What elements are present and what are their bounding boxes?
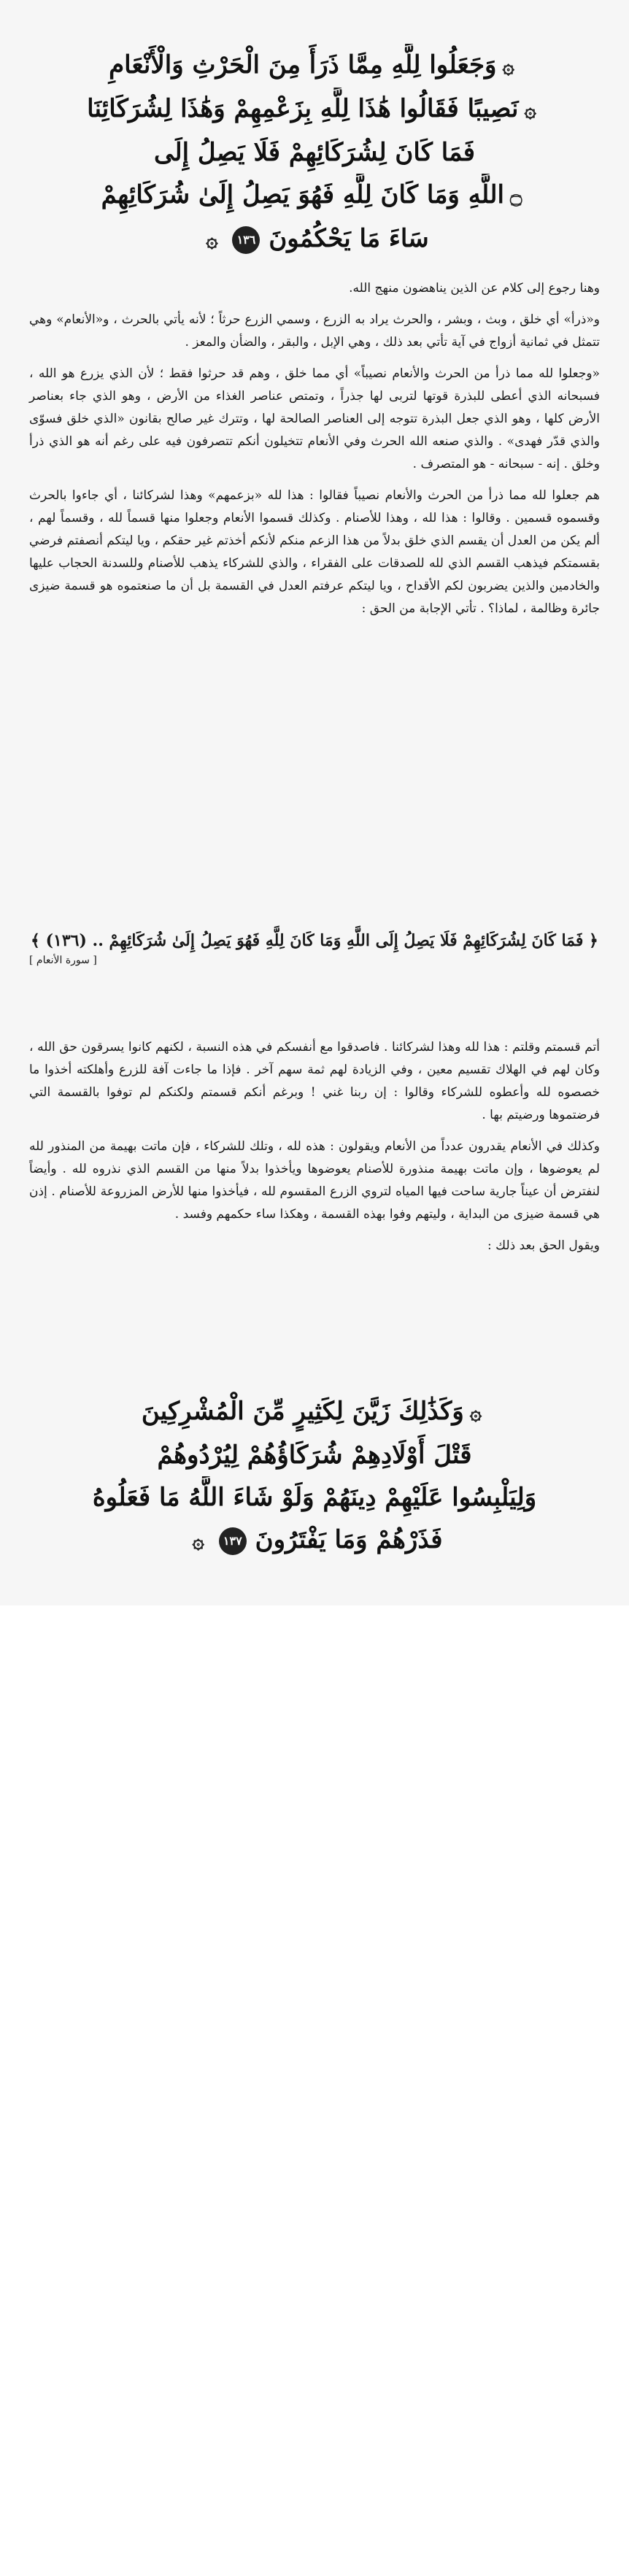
sajda-mark-icon: ۝ [509,184,522,208]
ornament-icon: ۞ [502,54,514,78]
verse-text: وَكَذَٰلِكَ زَيَّنَ لِكَثِيرٍ مِّنَ الْمُشْرِكِينَ [141,1397,464,1426]
verse-text: نَصِيبًا فَقَالُوا هَٰذَا لِلَّهِ بِزَعْمِهِمْ وَهَٰذَا لِشُرَكَائِنَا [87,94,519,123]
inline-verse-text: ﴿ فَمَا كَانَ لِشُرَكَائِهِمْ فَلَا يَصِلُ إِلَى اللَّهِ وَمَا كَانَ لِلَّهِ فَهُوَ يَصِلُ إِلَىٰ شُرَكَائِهِمْ .. (١٣٦) ﴾ [31,931,598,950]
verse-line: فَمَا كَانَ لِشُرَكَائِهِمْ فَلَا يَصِلُ إِلَى [153,138,476,167]
verse-text: وَجَعَلُوا لِلَّهِ مِمَّا ذَرَأَ مِنَ الْحَرْثِ وَالْأَنْعَامِ [109,50,497,80]
blank-area [0,1605,629,2576]
verse-line [29,174,600,217]
surah-reference: [ سورة الأنعام ] [29,955,97,966]
verse-137 [29,1390,600,1562]
verse-line [29,217,600,261]
verse-number-badge: ١٣٦ [232,226,260,254]
verse-text: سَاءَ مَا يَحْكُمُونَ [269,224,429,253]
verse-text: اللَّهِ وَمَا كَانَ لِلَّهِ فَهُوَ يَصِلُ إِلَىٰ شُرَكَائِهِمْ [101,180,504,209]
verse-line [29,44,600,88]
verse-136 [29,44,600,261]
verse-number-badge: ١٣٧ [219,1527,247,1555]
verse-text: فَذَرْهُمْ وَمَا يَفْتَرُونَ [255,1525,443,1554]
commentary-1 [29,277,600,629]
verse-line [29,88,600,131]
ornament-icon: ۞ [192,1529,204,1553]
verse-line: وَلِيَلْبِسُوا عَلَيْهِمْ دِينَهُمْ وَلَوْ شَاءَ اللَّهُ مَا فَعَلُوهُ [92,1483,537,1512]
inline-verse [29,927,600,966]
paragraph: أتم قسمتم وقلتم : هذا لله وهذا لشركائنا . فاصدقوا مع أنفسكم في هذه النسبة ، لكنهم كانوا يسرقون حق الله ، وكان لهم في الهلاك تقسيم معين ، وفي الزيادة لهم ثمة سهم آخر . فإذا ما جاءت آفة للزرع وأهلكته أخذوا ما خصصوه لله وأعطوه للشركاء وقالوا : إن ربنا غني ! وبرغم أنكم قسمتم ولكنكم لم توفوا بالقسمة التي فرضتموها ورضيتم بها . [29,1040,600,1122]
paragraph: «وجعلوا لله مما ذرأ من الحرث والأنعام نصيباً» أي مما خلق ، وهم قد حرثوا فقط ؛ لأن الذي يزرع هو الله ، فسبحانه الذي أعطى للبذرة قوتها لتربى لها جذراً ، وتمتص عناصر الغذاء من الأرض ، وهو الذي جاء بعناصر الأرض كلها ، وهو الذي جعل البذرة تتوجه إلى العناصر الصالحة لها ، وتترك غير صالح بقانون «الذي خلق فسوّى والذي قدّر فهدى» . والذي صنعه الله الحرث وفي الأنعام تتخيلون أنكم تتصرفون فيه على رغم أنه هو الذي ذرأ وخلق . إنه - سبحانه - هو المتصرف . [29,366,600,471]
paragraph: وهنا رجوع إلى كلام عن الذين يناهضون منهج الله. [349,281,600,296]
verse-line [29,1519,600,1562]
verse-line: قَتْلَ أَوْلَادِهِمْ شُرَكَاؤُهُمْ لِيُرْدُوهُمْ [157,1441,472,1470]
ornament-icon: ۞ [524,98,536,122]
paragraph: و«ذرأ» أي خلق ، وبث ، وبشر ، والحرث يراد به الزرع ، وسمي الزرع حرثاً ؛ لأنه يأتي بالحرث ، و«الأنعام» وهي تتمثل في ثمانية أزواج في آية تأتي بعد ذلك ، وهي الإبل ، والبقر ، والضأن والمعز . [29,312,600,350]
verse-line [29,1390,600,1434]
paragraph: وكذلك في الأنعام يقدرون عدداً من الأنعام ويقولون : هذه لله ، وتلك للشركاء ، فإن ماتت بهيمة من المنذور لله لم يعوضوها ، وإن ماتت بهيمة منذورة للأصنام يعوضوها ويأخذوا بدلاً منها من القسم الذي نذروه لله . وأيضاً لنفترض أن عيناً جارية ساحت فيها المياه لتروي الزرع المقسوم لله ، فيأخذوا منها للأرض المزروعة للأصنام . إذن هي قسمة ضيزى من البداية ، وليتهم وفوا بهذه القسمة ، وهكذا ساء حكمهم وفسد . [29,1139,601,1222]
ornament-icon: ۞ [469,1400,482,1424]
paragraph: هم جعلوا لله مما ذرأ من الحرث والأنعام نصيباً فقالوا : هذا لله «بزعمهم» وهذا لشركائنا ، أي جاءوا بالحرث وقسموه قسمين . وقالوا : هذا لله ، وهذا للأصنام . وكذلك قسموا الأنعام وجعلوا منها قسماً لله ، وقسماً لهم ، ألم يكن من العدل أن يقسم الذي خلق بدلاً من هذا الزعم منكم لأنكم أخذتم غير حقكم ، ويا ليتكم أنصفتم فرضي بقسمتكم فيذهب القسم الذي لله للصدقات على الفقراء ، والذي للشركاء يذهب للأصنام وللسدنة الحجاب عليها والخادمين والذين يضربون لكم الأقداح ، ويا ليتكم عرفتم العدل في القسمة بل أن ما صنعتموه هو قسمة ضيزى جائرة وظالمة ، لماذا؟ . تأتي الإجابة من الحق : [29,488,600,616]
commentary-2 [29,1036,600,1266]
ornament-icon: ۞ [206,228,218,252]
paragraph: ويقول الحق بعد ذلك : [487,1238,600,1253]
